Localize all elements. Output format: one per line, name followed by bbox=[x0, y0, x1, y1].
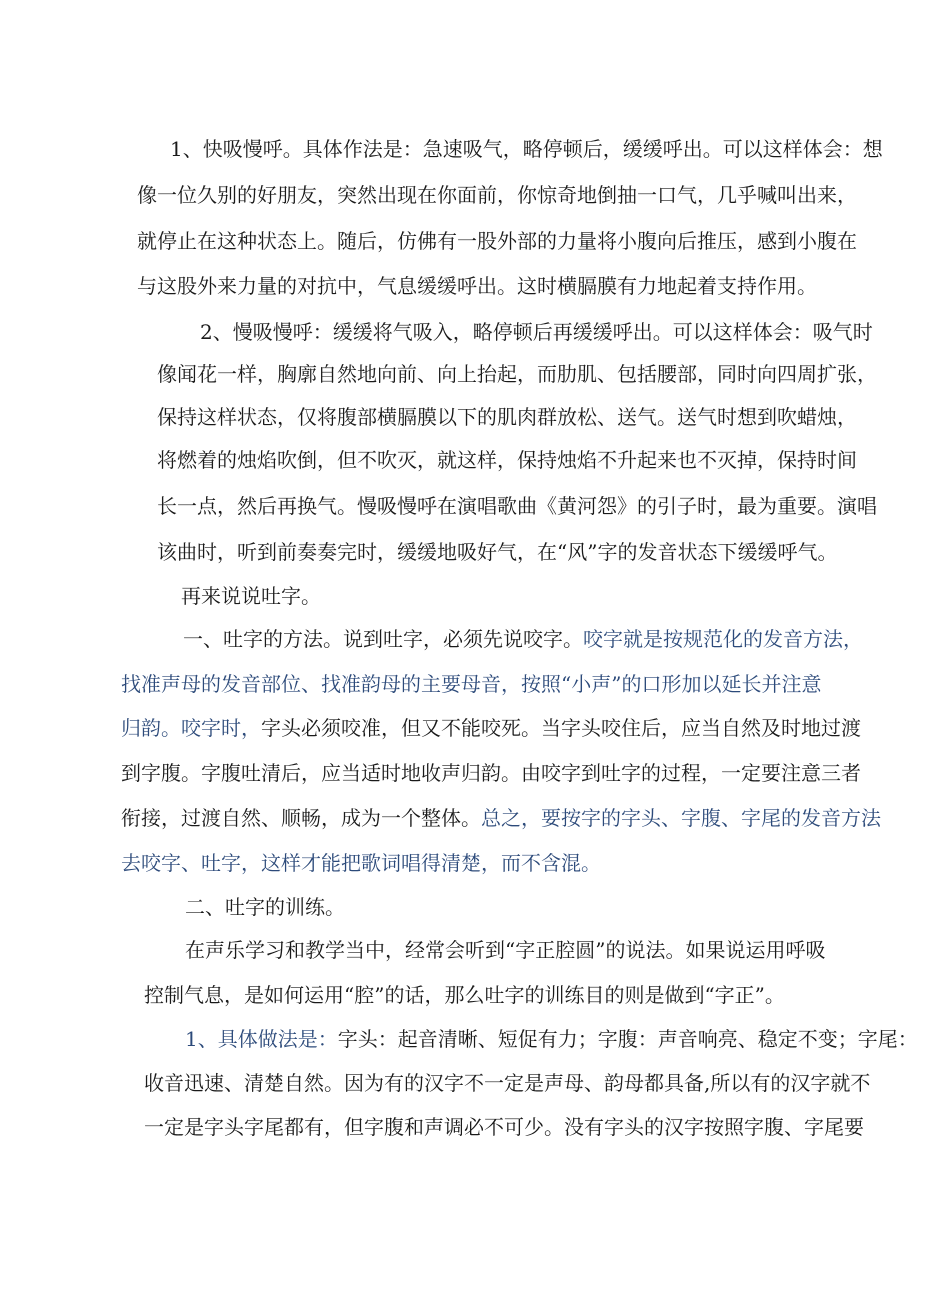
text-line: 在声乐学习和教学当中，经常会听到“字正腔圆”的说法。如果说运用呼吸 bbox=[185, 938, 826, 962]
text-line: 一定是字头字尾都有，但字腹和声调必不可少。没有字头的汉字按照字腹、字尾要 bbox=[144, 1115, 864, 1139]
text-line bbox=[183, 627, 863, 651]
text-line bbox=[185, 1027, 918, 1051]
text-line: 像闻花一样，胸廓自然地向前、向上抬起，而肋肌、包括腰部，同时向四周扩张， bbox=[157, 362, 877, 386]
text-line: 保持这样状态，仅将腹部横膈膜以下的肌肉群放松、送气。送气时想到吹蜡烛， bbox=[157, 405, 857, 429]
text-line: 找准声母的发音部位、找准韵母的主要母音，按照“小声”的口形加以延长并注意 bbox=[121, 672, 822, 696]
text-line: 就停止在这种状态上。随后，仿佛有一股外部的力量将小腹向后推压，感到小腹在 bbox=[137, 229, 857, 253]
text-segment: 字头：起音清晰、短促有力；字腹：声音响亮、稳定不变；字尾： bbox=[337, 1027, 918, 1051]
text-segment-highlight: 咬字就是按规范化的发音方法， bbox=[583, 627, 863, 651]
text-segment-highlight: 1、具体做法是： bbox=[185, 1027, 338, 1051]
text-line: 收音迅速、清楚自然。因为有的汉字不一定是声母、韵母都具备,所以有的汉字就不 bbox=[144, 1071, 871, 1095]
text-line: 二、吐字的训练。 bbox=[185, 895, 345, 919]
text-line: 再来说说吐字。 bbox=[181, 584, 321, 608]
text-line: 2、慢吸慢呼：缓缓将气吸入，略停顿后再缓缓呼出。可以这样体会：吸气时 bbox=[200, 320, 873, 344]
text-segment: 衔接，过渡自然、顺畅，成为一个整体。 bbox=[121, 806, 481, 830]
text-line bbox=[121, 716, 861, 740]
text-segment: 一、吐字的方法。说到吐字，必须先说咬字。 bbox=[183, 627, 583, 651]
text-segment-highlight: 归韵。咬字时， bbox=[121, 716, 261, 740]
text-line: 控制气息，是如何运用“腔”的话，那么吐字的训练目的则是做到“字正”。 bbox=[144, 983, 785, 1007]
text-line: 到字腹。字腹吐清后，应当适时地收声归韵。由咬字到吐字的过程，一定要注意三者 bbox=[121, 761, 861, 785]
text-line: 与这股外来力量的对抗中，气息缓缓呼出。这时横膈膜有力地起着支持作用。 bbox=[137, 274, 817, 298]
text-segment: 字头必须咬准，但又不能咬死。当字头咬住后，应当自然及时地过渡 bbox=[261, 716, 861, 740]
text-segment-highlight: 总之，要按字的字头、字腹、字尾的发音方法 bbox=[481, 806, 881, 830]
text-line: 长一点，然后再换气。慢吸慢呼在演唱歌曲《黄河怨》的引子时，最为重要。演唱 bbox=[157, 494, 877, 518]
text-line bbox=[121, 806, 881, 830]
text-line: 将燃着的烛焰吹倒，但不吹灭，就这样，保持烛焰不升起来也不灭掉，保持时间 bbox=[157, 448, 857, 472]
text-line: 1、快吸慢呼。具体作法是：急速吸气，略停顿后，缓缓呼出。可以这样体会：想 bbox=[170, 137, 883, 161]
text-line: 去咬字、吐字，这样才能把歌词唱得清楚，而不含混。 bbox=[121, 851, 601, 875]
text-line: 像一位久别的好朋友，突然出现在你面前，你惊奇地倒抽一口气，几乎喊叫出来， bbox=[137, 183, 857, 207]
text-line: 该曲时，听到前奏奏完时，缓缓地吸好气，在“风”字的发音状态下缓缓呼气。 bbox=[157, 540, 838, 564]
